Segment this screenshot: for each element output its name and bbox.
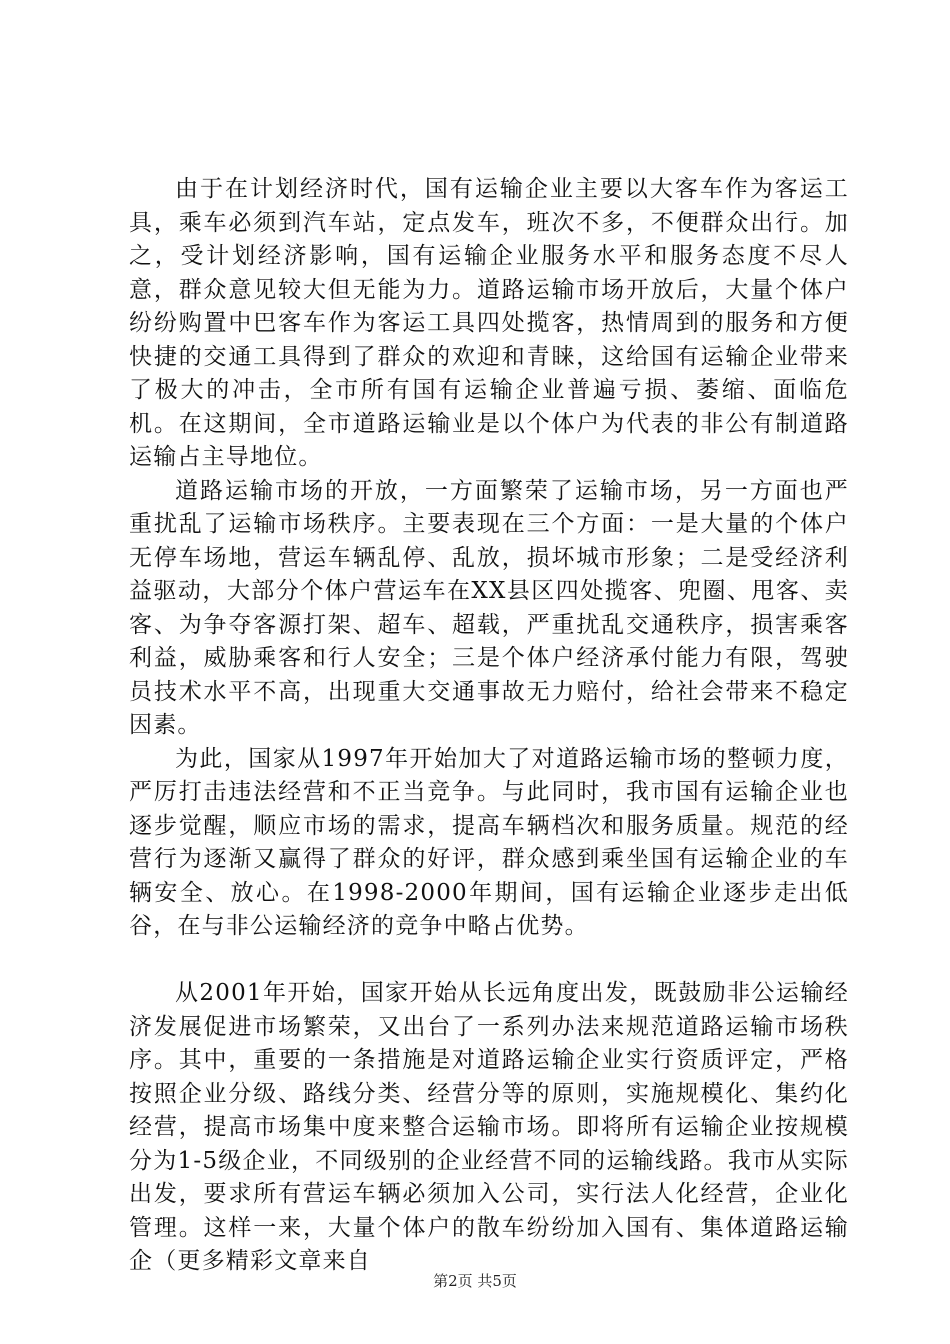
- document-body: [129, 173, 849, 1279]
- paragraph-4: 从2001年开始，国家开始从长远角度出发，既鼓励非公运输经济发展促进市场繁荣，又出台了一系列办法来规范道路运输市场秩序。其中，重要的一条措施是对道路运输企业实行资质评定，严格按照企业分级、路线分类、经营分等的原则，实施规模化、集约化经营，提高市场集中度来整合运输市场。即将所有运输企业按规模分为1-5级企业，不同级别的企业经营不同的运输线路。我市从实际出发，要求所有营运车辆必须加入公司，实行法人化经营，企业化管理。这样一来，大量个体户的散车纷纷加入国有、集体道路运输企（更多精彩文章来自: [129, 980, 849, 1274]
- paragraph-1: 由于在计划经济时代，国有运输企业主要以大客车作为客运工具，乘车必须到汽车站，定点发车，班次不多，不便群众出行。加之，受计划经济影响，国有运输企业服务水平和服务态度不尽人意，群众意见较大但无能为力。道路运输市场开放后，大量个体户纷纷购置中巴客车作为客运工具四处揽客，热情周到的服务和方便快捷的交通工具得到了群众的欢迎和青睐，这给国有运输企业带来了极大的冲击，全市所有国有运输企业普遍亏损、萎缩、面临危机。在这期间，全市道路运输业是以个体户为代表的非公有制道路运输占主导地位。: [129, 176, 849, 470]
- page-number-footer: 第2页 共5页: [433, 1272, 517, 1290]
- paragraph-2: 道路运输市场的开放，一方面繁荣了运输市场，另一方面也严重扰乱了运输市场秩序。主要表现在三个方面：一是大量的个体户无停车场地，营运车辆乱停、乱放，损坏城市形象；二是受经济利益驱动，大部分个体户营运车在XX县区四处揽客、兜圈、甩客、卖客、为争夺客源打架、超车、超载，严重扰乱交通秩序，损害乘客利益，威胁乘客和行人安全；三是个体户经济承付能力有限，驾驶员技术水平不高，出现重大交通事故无力赔付，给社会带来不稳定因素。: [129, 477, 849, 738]
- paragraph-3: 为此，国家从1997年开始加大了对道路运输市场的整顿力度，严厉打击违法经营和不正当竞争。与此同时，我市国有运输企业也逐步觉醒，顺应市场的需求，提高车辆档次和服务质量。规范的经营行为逐渐又赢得了群众的好评，群众感到乘坐国有运输企业的车辆安全、放心。在1998-2000年期间，国有运输企业逐步走出低谷，在与非公运输经济的竞争中略占优势。: [129, 745, 849, 939]
